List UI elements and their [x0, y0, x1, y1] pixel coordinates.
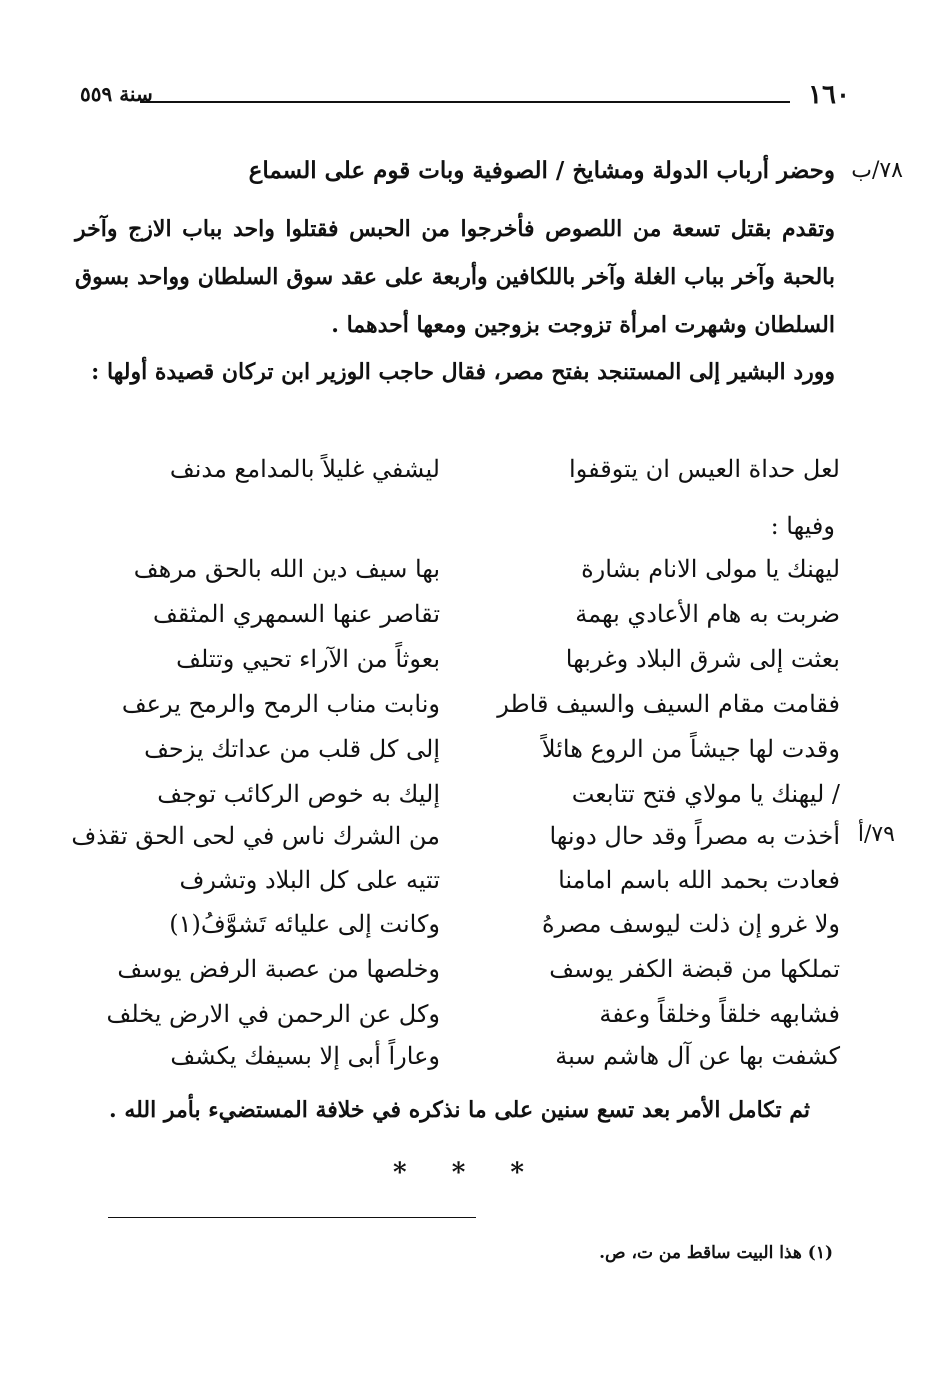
- verse-hemistich-a: كشفت بها عن آل هاشم سبة: [555, 1042, 840, 1070]
- verse-hemistich-b: وكانت إلى عليائه تَشوَّفُ(١): [169, 910, 440, 938]
- verse-hemistich-b: وخلصها من عصبة الرفض يوسف: [117, 955, 440, 983]
- verse-hemistich-b: تقاصر عنها السمهري المثقف: [152, 600, 440, 628]
- verse-hemistich-a: ولا غرو إن ذلت ليوسف مصرهُ: [541, 910, 840, 938]
- verse-hemistich-a: ليهنك يا مولى الانام بشارة: [581, 555, 840, 583]
- margin-folio-mark: ٧٨/ب: [851, 158, 903, 183]
- verse-hemistich-a: أخذت به مصراً وقد حال دونها: [549, 822, 840, 850]
- verse-hemistich-b: بها سيف دين الله بالحق مرهف: [133, 555, 440, 583]
- verse-hemistich-a: وقدت لها جيشاً من الروع هائلاً: [541, 735, 840, 763]
- verse-hemistich-a: بعثت إلى شرق البلاد وغربها: [565, 645, 840, 673]
- verse-first-hemistich-b: ليشفي غليلاً بالمدامع مدنف: [169, 455, 440, 483]
- verse-hemistich-b: من الشرك ناس في لحى الحق تقذف: [71, 822, 440, 850]
- footnote: (١) هذا البيت ساقط من ت، ص.: [599, 1243, 833, 1263]
- footnote-rule: [108, 1217, 476, 1218]
- verse-hemistich-b: إلى كل قلب من عداتك يزحف: [144, 735, 440, 763]
- wafiha-label: وفيها :: [770, 512, 835, 540]
- header-rule: [140, 101, 790, 103]
- margin-folio-mark: ٧٩/أ: [857, 822, 895, 847]
- closing-line: ثم تكامل الأمر بعد تسع سنين على ما نذكره في خلافة المستضيء بأمر الله .: [109, 1097, 810, 1123]
- verse-hemistich-a: / ليهنك يا مولاي فتح تتابعت: [571, 780, 840, 808]
- verse-hemistich-b: ونابت مناب الرمح والرمح يرعف: [121, 690, 440, 718]
- running-header-year: سنة ٥٥٩: [80, 82, 153, 106]
- paragraph-good-news: وورد البشير إلى المستنجد بفتح مصر، فقال حاجب الوزير ابن تركان قصيدة أولها :: [91, 359, 835, 385]
- verse-hemistich-a: فعادت بحمد الله باسم امامنا: [558, 866, 840, 894]
- section-divider-stars: * * *: [393, 1158, 542, 1188]
- verse-first-hemistich-a: لعل حداة العيس ان يتوقفوا: [569, 455, 840, 483]
- verse-hemistich-a: فقامت مقام السيف والسيف قاطر: [497, 690, 840, 718]
- verse-hemistich-a: ضربت به هام الأعادي بهمة: [575, 600, 840, 628]
- verse-hemistich-a: فشابهه خلقاً وخلقاً وعفة: [599, 1000, 840, 1028]
- verse-hemistich-b: بعوثاً من الآراء تحيي وتتلف: [176, 645, 440, 673]
- intro-line: وحضر أرباب الدولة ومشايخ / الصوفية وبات قوم على السماع: [248, 157, 835, 184]
- verse-hemistich-b: وكل عن الرحمن في الارض يخلف: [106, 1000, 440, 1028]
- page-number: ١٦٠: [808, 80, 850, 110]
- verse-hemistich-b: وعاراً أبى إلا بسيفك يكشف: [170, 1042, 440, 1070]
- verse-hemistich-b: إليك به خوص الركائب توجف: [157, 780, 440, 808]
- paragraph-executions: وتقدم بقتل تسعة من اللصوص فأخرجوا من الحبس فقتلوا واحد بباب الازج وآخر بالحبة وآخر بباب الغلة وآخر باللكافين وأربعة على عقد سوق السلطان وواحد بسوق السلطان وشهرت امرأة تزوجت بزوجين ومعها أحدهما .: [75, 216, 835, 338]
- verse-hemistich-a: تملكها من قبضة الكفر يوسف: [549, 955, 840, 983]
- verse-hemistich-b: تتيه على كل البلاد وتشرف: [179, 866, 440, 894]
